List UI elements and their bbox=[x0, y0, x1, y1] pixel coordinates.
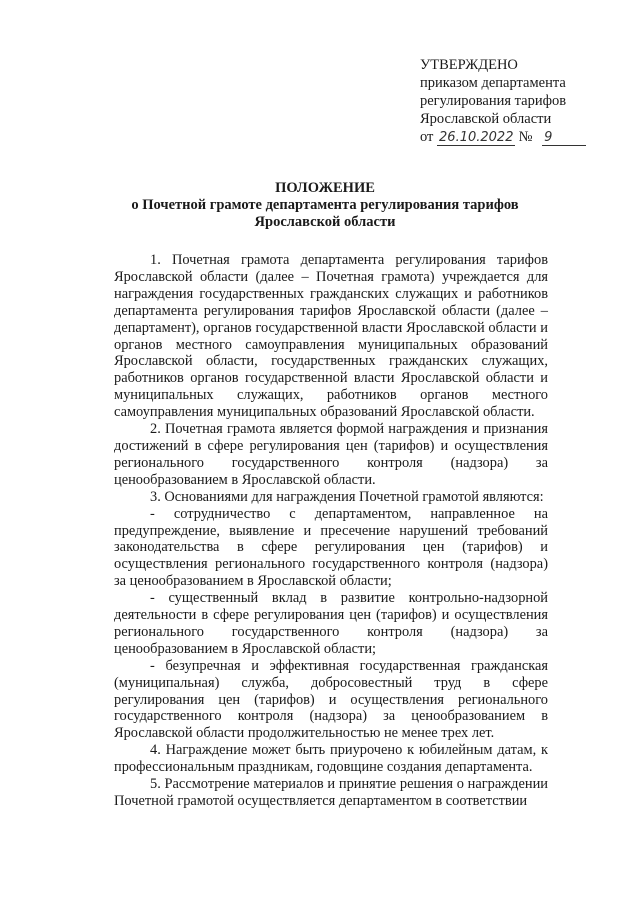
title-subline: о Почетной грамоте департамента регулирования тарифов bbox=[131, 197, 519, 213]
paragraph: 5. Рассмотрение материалов и принятие решения о награждении Почетной грамотой осуществляется департаментом в соответствии bbox=[114, 776, 548, 809]
date-prefix: от bbox=[420, 129, 434, 145]
handwritten-number: 9 bbox=[542, 130, 586, 146]
handwritten-date: 26.10.2022 bbox=[439, 130, 514, 145]
paragraph: - существенный вклад в развитие контрольно-надзорной деятельности в сфере регулирования цен (тарифов) и осуществления регионального государственного контроля (надзора) за ценообразованием в Ярославской области; bbox=[114, 590, 548, 657]
paragraph: 4. Награждение может быть приурочено к юбилейным датам, к профессиональным праздникам, годовщине создания департамента. bbox=[114, 742, 548, 776]
paragraph: 2. Почетная грамота является формой награждения и признания достижений в сфере регулирования цен (тарифов) и осуществления регионального государственного контроля (надзора) за ценообразованием в Ярославской области. bbox=[114, 421, 548, 488]
document-title bbox=[110, 180, 540, 231]
approval-stamp bbox=[420, 56, 586, 146]
paragraph: - безупречная и эффективная государственная гражданская (муниципальная) служба, добросовестный труд в сфере регулирования цен (тарифов) и осуществления регионального государственного контроля (надзора) за ценообразованием в Ярославской области продолжительностью не менее трех лет. bbox=[114, 657, 548, 742]
title-heading: ПОЛОЖЕНИЕ bbox=[275, 180, 375, 196]
document-body bbox=[114, 252, 548, 810]
paragraph: 1. Почетная грамота департамента регулирования тарифов Ярославской области (далее – Почетная грамота) учреждается для награждения государственных гражданских служащих и работников департамента регулирования тарифов Ярославской области (далее – департамент), органов государственной власти Ярославской области и органов местного самоуправления муниципальных образований Ярославской области, государственных гражданских служащих, работников органов государственной власти Ярославской области и муниципальных служащих, работников органов местного самоуправления муниципальных образований Ярославской области. bbox=[114, 252, 548, 421]
title-subline: Ярославской области bbox=[254, 214, 396, 230]
number-prefix: № bbox=[518, 129, 533, 145]
paragraph: 3. Основаниями для награждения Почетной грамотой являются: bbox=[150, 488, 544, 505]
approval-line: Ярославской области bbox=[420, 111, 552, 127]
paragraph: - сотрудничество с департаментом, направленное на предупреждение, выявление и пресечение нарушений требований законодательства в сфере регулирования цен (тарифов) и осуществления регионального государственного контроля (надзора) за ценообразованием в Ярославской области; bbox=[114, 505, 548, 590]
approval-line: приказом департамента bbox=[420, 75, 566, 91]
approval-date-line bbox=[420, 128, 586, 146]
approval-line: регулирования тарифов bbox=[420, 93, 567, 109]
approval-heading: УТВЕРЖДЕНО bbox=[420, 57, 518, 73]
